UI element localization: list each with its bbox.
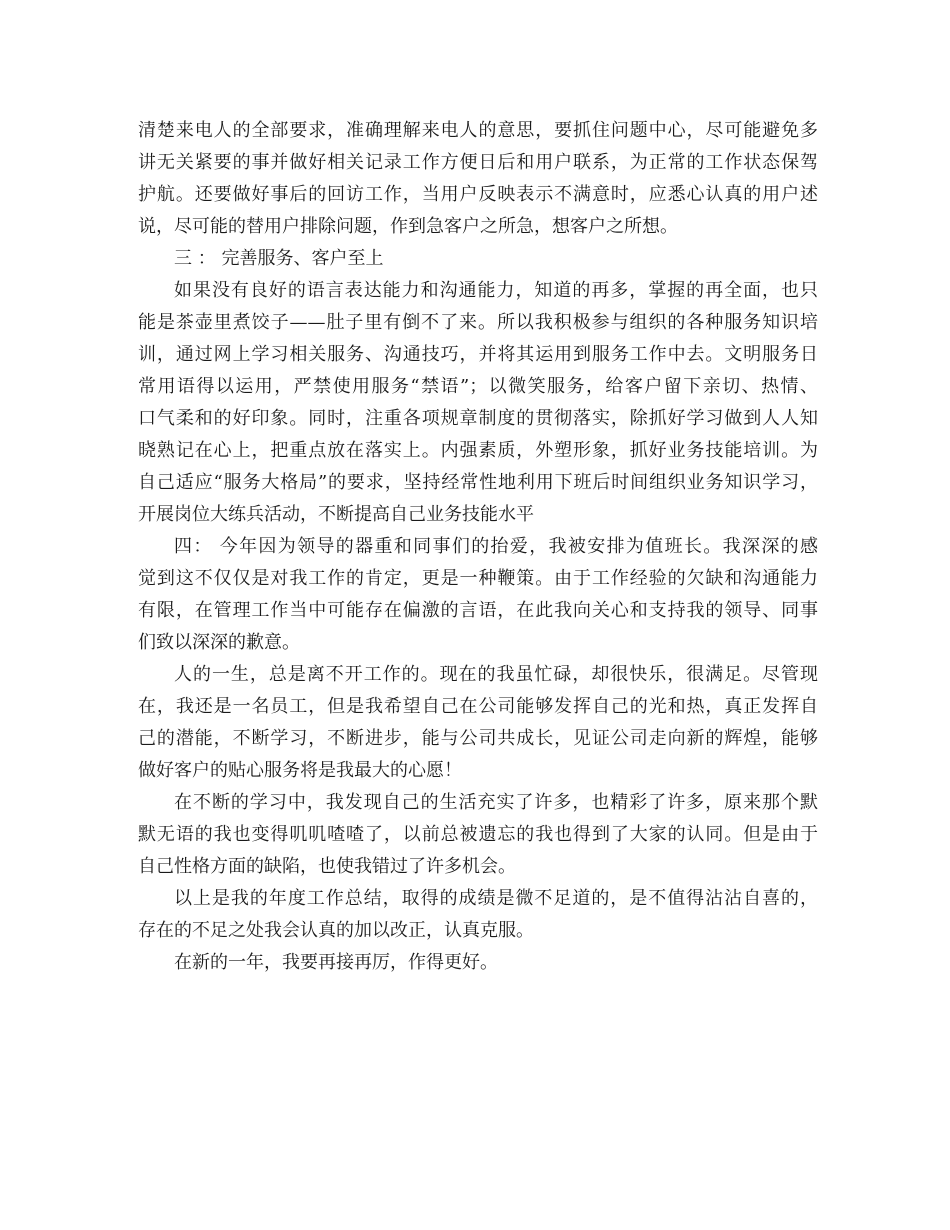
paragraph: [138, 883, 818, 947]
text-line: 四： 今年因为领导的器重和同事们的抬爱，我被安排为值班长。我深深的感: [174, 536, 818, 557]
text-line: 觉到这不仅仅是对我工作的肯定，更是一种鞭策。由于工作经验的欠缺和沟通能力: [138, 568, 818, 589]
text-line: 讲无关紧要的事并做好相关记录工作方便日后和用户联系，为正常的工作状态保驾: [138, 152, 818, 173]
text-line: 自己适应“服务大格局”的要求，坚持经常性地利用下班后时间组织业务知识学习，: [138, 472, 818, 493]
paragraph: [138, 659, 818, 787]
text-line: 在，我还是一名员工，但是我希望自己在公司能够发挥自己的光和热，真正发挥自: [138, 696, 818, 717]
document-body: [138, 115, 818, 979]
text-line: 以上是我的年度工作总结，取得的成绩是微不足道的，是不值得沾沾自喜的，: [174, 888, 818, 909]
text-line: 在不断的学习中，我发现自己的生活充实了许多，也精彩了许多，原来那个默: [174, 792, 818, 813]
paragraph: [138, 531, 818, 659]
text-line: 有限，在管理工作当中可能存在偏激的言语，在此我向关心和支持我的领导、同事: [138, 600, 818, 621]
text-line: 说，尽可能的替用户排除问题，作到急客户之所急，想客户之所想。: [138, 216, 678, 237]
text-line: 能是茶壶里煮饺子——肚子里有倒不了来。所以我积极参与组织的各种服务知识培: [138, 312, 818, 333]
text-line: 清楚来电人的全部要求，准确理解来电人的意思，要抓住问题中心，尽可能避免多: [138, 120, 818, 141]
text-line: 护航。还要做好事后的回访工作，当用户反映表示不满意时，应悉心认真的用户述: [138, 184, 818, 205]
text-line: 晓熟记在心上，把重点放在落实上。内强素质，外塑形象，抓好业务技能培训。为: [138, 440, 818, 461]
text-line: 如果没有良好的语言表达能力和沟通能力，知道的再多，掌握的再全面，也只: [174, 280, 818, 301]
text-line: 自己性格方面的缺陷，也使我错过了许多机会。: [138, 856, 516, 877]
text-line: 口气柔和的好印象。同时，注重各项规章制度的贯彻落实，除抓好学习做到人人知: [138, 408, 818, 429]
text-line: 三 ： 完善服务、客户至上: [174, 248, 384, 269]
text-line: 在新的一年，我要再接再厉，作得更好。: [174, 952, 498, 973]
paragraph: [138, 115, 818, 243]
paragraph: [138, 275, 818, 531]
text-line: 己的潜能，不断学习，不断进步，能与公司共成长，见证公司走向新的辉煌，能够: [138, 728, 818, 749]
text-line: 做好客户的贴心服务将是我最大的心愿！: [138, 760, 462, 781]
text-line: 训，通过网上学习相关服务、沟通技巧，并将其运用到服务工作中去。文明服务日: [138, 344, 818, 365]
text-line: 默无语的我也变得叽叽喳喳了，以前总被遗忘的我也得到了大家的认同。但是由于: [138, 824, 818, 845]
text-line: 开展岗位大练兵活动，不断提高自己业务技能水平: [138, 504, 534, 525]
section-heading: [138, 243, 818, 275]
paragraph: [138, 947, 818, 979]
paragraph: [138, 787, 818, 883]
text-line: 常用语得以运用，严禁使用服务“禁语”；以微笑服务，给客户留下亲切、热情、: [138, 376, 818, 397]
text-line: 人的一生，总是离不开工作的。现在的我虽忙碌，却很快乐，很满足。尽管现: [174, 664, 818, 685]
text-line: 们致以深深的歉意。: [138, 632, 300, 653]
text-line: 存在的不足之处我会认真的加以改正，认真克服。: [138, 920, 534, 941]
